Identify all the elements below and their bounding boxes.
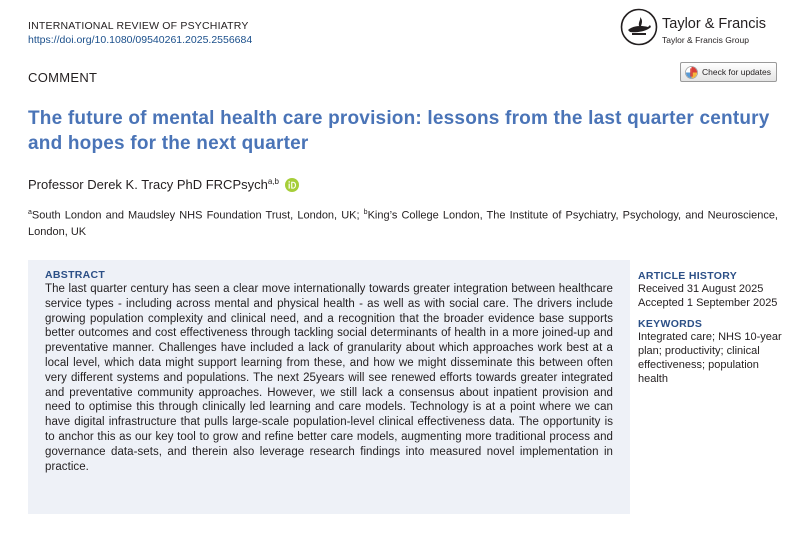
affiliations (28, 205, 778, 241)
journal-name: INTERNATIONAL REVIEW OF PSYCHIATRY (28, 20, 249, 32)
orcid-icon[interactable] (285, 178, 299, 192)
affiliation-a-mark: a (28, 209, 32, 216)
doi-link[interactable]: https://doi.org/10.1080/09540261.2025.2556684 (28, 34, 253, 46)
abstract-text: The last quarter century has seen a clear move internationally towards greater integration between healthcare service types - including across mental and physical health - as well as with social care. The drivers include growing population complexity and clinical need, and a recognition that the broader evidence base supports better outcomes and cost effectiveness through tackling social determinants of health in a more joined-up and preventative manner. Challenges have included a lack of granularity about which approaches work best at a local level, which data might support learning from these, and how we might disseminate this between often very different systems and populations. The next 25years will see renewed efforts towards greater integrated and preventative community approaches. However, we still lack a consensus about inpatient provision and need to optimise this through clinically led learning and care models. Technology is at a point where we can have digital infrastructure that pulls large-scale population-level clinical effectiveness data. The opportunity is to anchor this as our key tool to grow and refine better care models, augmenting more traditional process and governance data-sets, and therein also leverage research findings into measured novel implementation in practice. (45, 283, 613, 473)
accepted-date: Accepted 1 September 2025 (638, 297, 778, 309)
author-affiliation-marks: a,b (267, 177, 279, 186)
abstract-heading: ABSTRACT (45, 269, 106, 281)
publisher-logo (620, 8, 780, 52)
affiliation-a: South London and Maudsley NHS Foundation Trust, London, UK; (31, 209, 364, 222)
article-sidebar (638, 270, 788, 386)
received-date: Received 31 August 2025 (638, 283, 764, 295)
publisher-name: Taylor & Francis (662, 16, 766, 32)
taylor-francis-lamp-icon (620, 8, 658, 46)
article-title: The future of mental health care provision: lessons from the last quarter century and hopes for the next quarter (28, 108, 770, 154)
publisher-group: Taylor & Francis Group (662, 35, 749, 45)
affiliation-b: King’s College London, The Institute of Psychiatry, Psychology, and Neuroscience, London, UK (28, 209, 778, 239)
crossmark-icon (685, 66, 698, 79)
abstract-box (28, 260, 630, 514)
keywords-list: Integrated care; NHS 10-year plan; productivity; clinical effectiveness; population health (638, 331, 782, 385)
author-name: Professor Derek K. Tracy PhD FRCPsych (28, 177, 268, 192)
article-type-label: COMMENT (28, 70, 98, 85)
check-for-updates-label: Check for updates (702, 67, 771, 77)
check-for-updates-button[interactable] (680, 62, 777, 82)
author-line (28, 177, 299, 192)
affiliation-b-mark: b (363, 209, 368, 216)
article-history-heading: ARTICLE HISTORY (638, 270, 738, 282)
keywords-heading: KEYWORDS (638, 318, 703, 330)
